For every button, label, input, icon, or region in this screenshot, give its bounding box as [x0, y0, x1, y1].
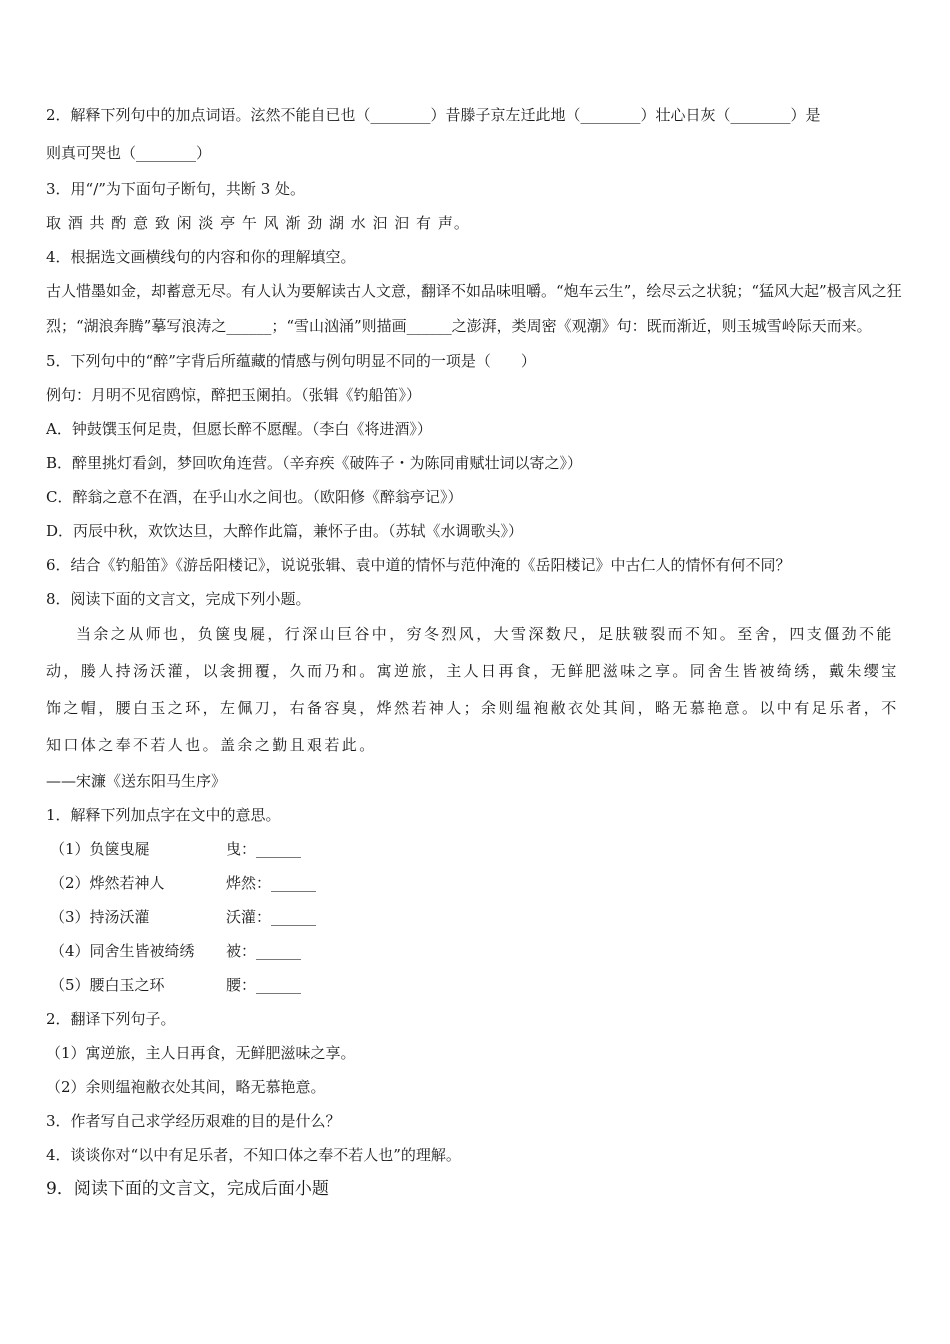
q8-sub1-item — [46, 866, 908, 900]
q8-sub1-item — [46, 832, 908, 866]
q2-line1: 2．解释下列句中的加点词语。泫然不能自已也（________）昔滕子京左迁此地（________）壮心日灰（________）是 — [46, 106, 821, 124]
q8-sub3: 3．作者写自己求学经历艰难的目的是什么？ — [46, 1112, 341, 1130]
q5-option-a: A．钟鼓馔玉何足贵，但愿长醉不愿醒。（李白《将进酒》） — [46, 420, 432, 438]
item-label: （3）持汤沃灌 — [50, 908, 150, 926]
q6-prompt: 6．结合《钓船笛》《游岳阳楼记》，说说张辑、袁中道的情怀与范仲淹的《岳阳楼记》中古仁人的情怀有何不同？ — [46, 556, 791, 574]
q5-example: 例句：月明不见宿鸥惊，醉把玉阑拍。（张辑《钓船笛》） — [46, 386, 422, 404]
q4-body: 古人惜墨如金，却蓄意无尽。有人认为要解读古人文意，翻译不如品味咀嚼。“炮车云生”，绘尽云之状貌；“猛风大起”极言风之狂烈；“湖浪奔腾”摹写浪涛之______；“雪山汹涌”则描画______之澎湃，类周密《观潮》句：既而渐近，则玉城雪岭际天而来。 — [46, 282, 902, 335]
q8-sub4: 4．谈谈你对“以中有足乐者，不知口体之奉不若人也”的理解。 — [46, 1146, 461, 1164]
q3-sentence: 取 酒 共 酌 意 致 闲 淡 亭 午 风 渐 劲 湖 水 汩 汩 有 声。 — [46, 214, 470, 232]
item-answer: 被：______ — [226, 942, 302, 960]
q4-prompt: 4．根据选文画横线句的内容和你的理解填空。 — [46, 248, 356, 266]
item-answer: 烨然：______ — [226, 874, 317, 892]
item-label: （5）腰白玉之环 — [50, 976, 165, 994]
q2-line2: 则真可哭也（________） — [46, 144, 212, 162]
q3-prompt: 3．用“/”为下面句子断句，共断 3 处。 — [46, 180, 306, 198]
q8-sub1-item — [46, 900, 908, 934]
q8-prompt: 8．阅读下面的文言文，完成下列小题。 — [46, 590, 311, 608]
q5-option-b: B．醉里挑灯看剑，梦回吹角连营。（辛弃疾《破阵子・为陈同甫赋壮词以寄之》） — [46, 454, 583, 472]
q9-prompt: 9．阅读下面的文言文，完成后面小题 — [46, 1179, 329, 1199]
q8-sub2-item-2: （2）余则缊袍敝衣处其间，略无慕艳意。 — [46, 1078, 326, 1096]
q5-option-d: D．丙辰中秋，欢饮达旦，大醉作此篇，兼怀子由。（苏轼《水调歌头》） — [46, 522, 524, 540]
item-label: （2）烨然若神人 — [50, 874, 165, 892]
item-label: （1）负箧曳屣 — [50, 840, 150, 858]
q8-sub2-item-1: （1）寓逆旅，主人日再食，无鲜肥滋味之享。 — [46, 1044, 356, 1062]
q8-sub2-prompt: 2．翻译下列句子。 — [46, 1010, 176, 1028]
q8-sub1-item — [46, 934, 908, 968]
item-answer: 曳：______ — [226, 840, 302, 858]
q5-prompt: 5．下列句中的“醉”字背后所蕴藏的情感与例句明显不同的一项是（ ） — [46, 352, 536, 370]
exam-page — [46, 96, 908, 1206]
q8-source: ——宋濂《送东阳马生序》 — [46, 772, 227, 790]
item-answer: 沃灌：______ — [226, 908, 317, 926]
item-answer: 腰：______ — [226, 976, 302, 994]
item-label: （4）同舍生皆被绮绣 — [50, 942, 195, 960]
q8-sub1-item — [46, 968, 908, 1002]
q8-passage: 当余之从师也，负箧曳屣，行深山巨谷中，穷冬烈风，大雪深数尺，足肤皲裂而不知。至舍，四支僵劲不能动，媵人持汤沃灌，以衾拥覆，久而乃和。寓逆旅，主人日再食，无鲜肥滋味之享。同舍生皆被绮绣，戴朱缨宝饰之帽，腰白玉之环，左佩刀，右备容臭，烨然若神人；余则缊袍敝衣处其间，略无慕艳意。以中有足乐者，不知口体之奉不若人也。盖余之勤且艰若此。 — [46, 625, 899, 754]
q8-sub1-prompt: 1．解释下列加点字在文中的意思。 — [46, 806, 281, 824]
q5-option-c: C．醉翁之意不在酒，在乎山水之间也。（欧阳修《醉翁亭记》） — [46, 488, 463, 506]
